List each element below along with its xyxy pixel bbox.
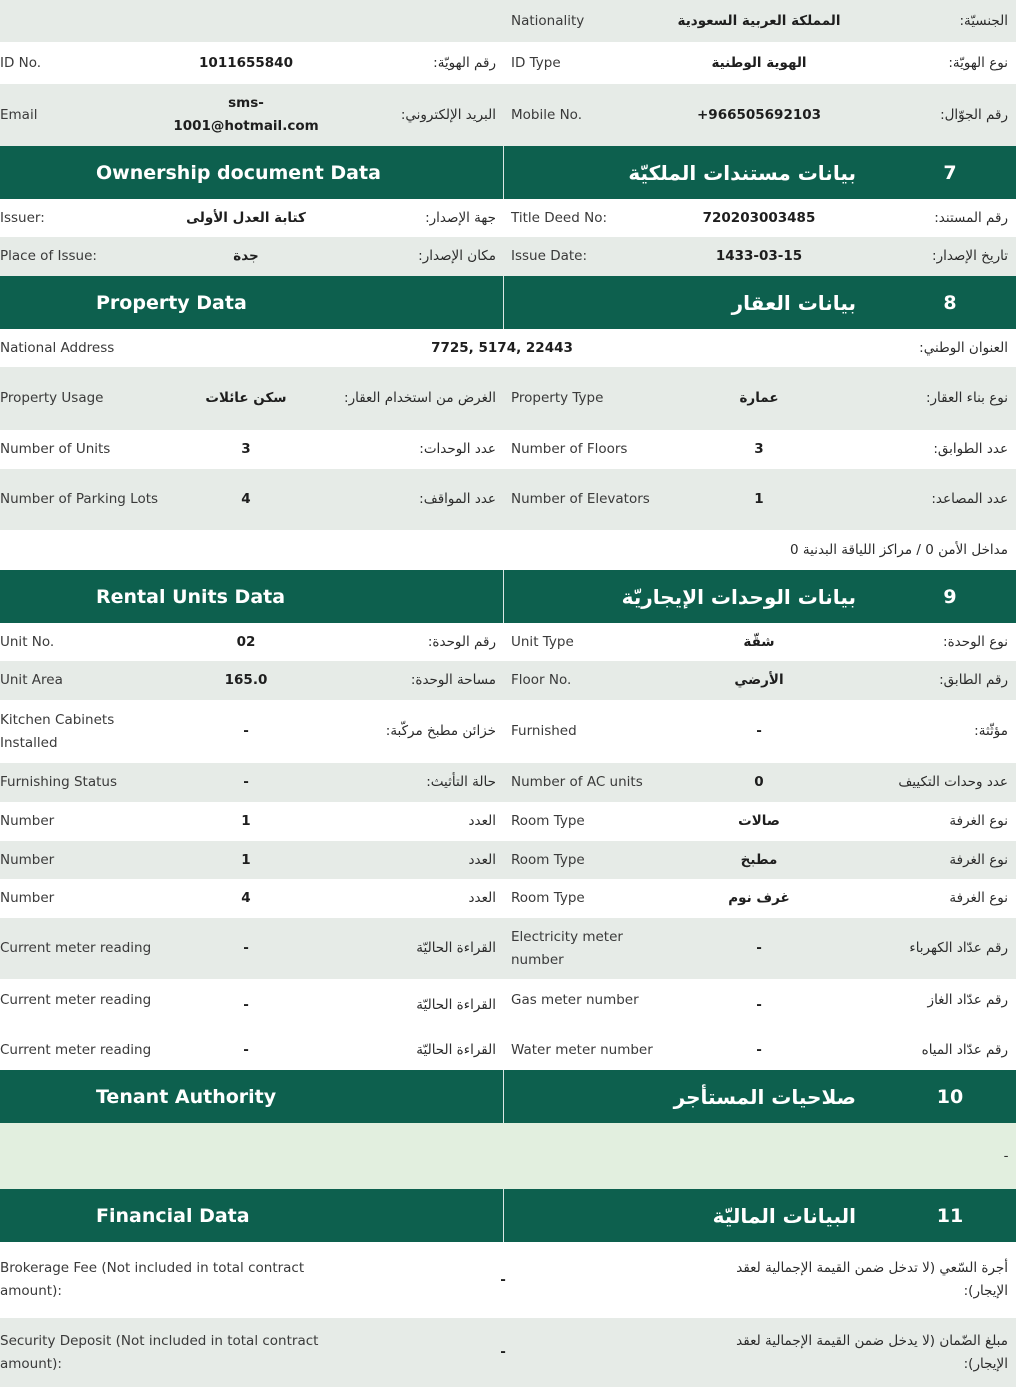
elevators-label-en: Number of Elevators xyxy=(511,491,650,507)
furnishing-label-ar: حالة التأثيث: xyxy=(426,774,496,790)
section-title-ar: صلاحيات المستأجر xyxy=(673,1084,856,1109)
room-count-label-en: Number xyxy=(0,851,55,868)
meter-reading-label-ar: القراءة الحاليّة xyxy=(416,1042,496,1058)
room-count-label-ar: العدد xyxy=(468,890,496,906)
meter-reading-label-en: Current meter reading xyxy=(0,1042,152,1058)
issuer-label-ar: جهة الإصدار: xyxy=(425,209,496,226)
section-title-en: Financial Data xyxy=(96,1204,250,1227)
header-divider xyxy=(503,1070,504,1123)
area-label-ar: مساحة الوحدة: xyxy=(410,672,496,688)
parking-elevators-row xyxy=(0,469,1016,530)
brokerage-label-en: Brokerage Fee (Not included in total contract amount): xyxy=(0,1260,305,1299)
deposit-label-en: Security Deposit (Not included in total contract amount): xyxy=(0,1332,319,1372)
units-label-en: Number of Units xyxy=(0,441,111,457)
amenities-note: مداخل الأمن 0 / مراكز اللياقة البدنية 0 xyxy=(790,541,1008,558)
address-label-en: National Address xyxy=(0,339,115,356)
unit-type-label-en: Unit Type xyxy=(511,633,574,650)
meter-row xyxy=(0,918,1016,979)
section-header-property xyxy=(0,276,1016,329)
place-label-ar: مكان الإصدار: xyxy=(418,248,496,264)
meter-reading-value: - xyxy=(243,940,249,956)
meter-number-value: - xyxy=(756,940,762,956)
kitchen-furnished-row xyxy=(0,700,1016,763)
meter-number-label-ar: رقم عدّاد المياه xyxy=(921,1042,1008,1058)
usage-value: سكن عائلات xyxy=(205,390,287,406)
section-title-ar: بيانات الوحدات الإيجاريّة xyxy=(621,584,856,609)
amenities-note-row xyxy=(0,530,1016,570)
room-row xyxy=(0,802,1016,841)
unit-type-label-ar: نوع الوحدة: xyxy=(943,633,1008,650)
brokerage-row xyxy=(0,1242,1016,1318)
issuer-label-en: Issuer: xyxy=(0,209,45,226)
date-value: 1433-03-15 xyxy=(715,248,803,264)
room-type-label-en: Room Type xyxy=(511,851,585,868)
section-title-en: Tenant Authority xyxy=(96,1085,277,1108)
section-title-ar: بيانات مستندات الملكيّة xyxy=(628,160,856,185)
meter-number-value: - xyxy=(756,1042,762,1058)
section-header-authority xyxy=(0,1070,1016,1123)
section-title-en: Ownership document Data xyxy=(96,161,381,184)
elevators-value: 1 xyxy=(754,491,764,507)
deed-value: 720203003485 xyxy=(702,209,816,226)
mobile-label-en: Mobile No. xyxy=(511,106,582,123)
meter-reading-label-en: Current meter reading xyxy=(0,991,152,1008)
authority-value: - xyxy=(1003,1147,1009,1164)
units-floors-row xyxy=(0,430,1016,469)
units-value: 3 xyxy=(241,441,251,457)
room-type-label-en: Room Type xyxy=(511,813,585,829)
room-type-label-ar: نوع الغرفة xyxy=(949,890,1008,906)
nationality-row xyxy=(0,0,1016,42)
room-count-value: 4 xyxy=(241,890,251,906)
floors-value: 3 xyxy=(754,441,764,457)
meter-number-label-ar: رقم عدّاد الغاز xyxy=(927,991,1008,1008)
property-type-label-en: Property Type xyxy=(511,390,604,406)
unit-no-label-ar: رقم الوحدة: xyxy=(427,633,496,650)
id-row xyxy=(0,42,1016,84)
header-divider xyxy=(503,276,504,329)
parking-label-ar: عدد المواقف: xyxy=(419,491,496,507)
meter-reading-value: - xyxy=(243,996,249,1013)
mobile-value: +966505692103 xyxy=(696,106,822,123)
issuer-value: كتابة العدل الأولى xyxy=(186,209,306,226)
meter-number-label-en: Gas meter number xyxy=(511,991,639,1008)
furnishing-value: - xyxy=(243,774,249,790)
usage-label-en: Property Usage xyxy=(0,390,104,406)
deed-label-en: Title Deed No: xyxy=(511,209,607,226)
meter-row xyxy=(0,979,1016,1031)
date-label-en: Issue Date: xyxy=(511,248,588,264)
unit-no-row xyxy=(0,623,1016,661)
deposit-row xyxy=(0,1318,1016,1387)
usage-type-row xyxy=(0,367,1016,430)
units-label-ar: عدد الوحدات: xyxy=(419,441,496,457)
room-count-label-en: Number xyxy=(0,813,55,829)
kitchen-value: - xyxy=(243,723,249,739)
area-value: 165.0 xyxy=(224,672,268,688)
email-label-ar: البريد الإلكتروني: xyxy=(400,106,496,123)
meter-number-label-en: Electricity meter number xyxy=(511,928,623,968)
furnishing-label-en: Furnishing Status xyxy=(0,774,117,790)
parking-value: 4 xyxy=(241,491,251,507)
room-type-label-ar: نوع الغرفة xyxy=(949,813,1008,829)
room-count-value: 1 xyxy=(241,813,251,829)
address-label-ar: العنوان الوطني: xyxy=(919,339,1008,356)
floor-value: الأرضي xyxy=(734,672,784,688)
section-number: 8 xyxy=(943,291,957,314)
nationality-value: المملكة العربية السعودية xyxy=(677,12,841,29)
room-type-label-ar: نوع الغرفة xyxy=(949,851,1008,868)
usage-label-ar: الغرض من استخدام العقار: xyxy=(344,390,496,406)
id-no-label-en: ID No. xyxy=(0,54,42,71)
brokerage-label-ar: أجرة السّعي (لا تدخل ضمن القيمة الإجمالية لعقد الإيجار): xyxy=(736,1260,1008,1299)
room-type-value: غرف نوم xyxy=(728,890,790,906)
room-row xyxy=(0,879,1016,918)
floor-label-en: Floor No. xyxy=(511,672,572,688)
date-label-ar: تاريخ الإصدار: xyxy=(932,248,1008,264)
deposit-label-ar: مبلغ الضّمان (لا يدخل ضمن القيمة الإجمالية لعقد الإيجار): xyxy=(736,1332,1008,1372)
floor-label-ar: رقم الطابق: xyxy=(939,672,1008,688)
id-no-label-ar: رقم الهويّة: xyxy=(433,54,496,71)
room-count-label-en: Number xyxy=(0,890,55,906)
floors-label-ar: عدد الطوابق: xyxy=(933,441,1008,457)
issuer-row xyxy=(0,199,1016,237)
ac-value: 0 xyxy=(754,774,764,790)
floors-label-en: Number of Floors xyxy=(511,441,628,457)
area-label-en: Unit Area xyxy=(0,672,63,688)
section-number: 9 xyxy=(943,585,957,608)
header-divider xyxy=(503,1189,504,1242)
section-title-ar: البيانات الماليّة xyxy=(712,1203,856,1228)
section-header-rental xyxy=(0,570,1016,623)
place-date-row xyxy=(0,237,1016,276)
elevators-label-ar: عدد المصاعد: xyxy=(931,491,1008,507)
email-label-en: Email xyxy=(0,106,38,123)
meter-number-value: - xyxy=(756,996,762,1013)
kitchen-label-en: Kitchen Cabinets Installed xyxy=(0,711,115,751)
meter-number-label-en: Water meter number xyxy=(511,1042,653,1058)
section-title-en: Rental Units Data xyxy=(96,585,286,608)
address-row xyxy=(0,329,1016,367)
nationality-label-en: Nationality xyxy=(511,12,585,29)
room-row xyxy=(0,841,1016,879)
furnished-label-en: Furnished xyxy=(511,723,577,739)
place-label-en: Place of Issue: xyxy=(0,248,97,264)
ac-label-en: Number of AC units xyxy=(511,774,643,790)
room-type-label-en: Room Type xyxy=(511,890,585,906)
ac-label-ar: عدد وحدات التكييف xyxy=(898,774,1008,790)
id-type-label-ar: نوع الهويّة: xyxy=(948,54,1008,71)
meter-number-label-ar: رقم عدّاد الكهرباء xyxy=(909,940,1008,956)
area-floor-row xyxy=(0,661,1016,700)
meter-row xyxy=(0,1031,1016,1070)
address-value: 7725, 5174, 22443 xyxy=(431,339,573,356)
property-type-label-ar: نوع بناء العقار: xyxy=(925,390,1008,406)
mobile-label-ar: رقم الجوّال: xyxy=(940,106,1008,123)
meter-reading-value: - xyxy=(243,1042,249,1058)
meter-reading-label-ar: القراءة الحاليّة xyxy=(416,940,496,956)
room-count-value: 1 xyxy=(241,851,251,868)
section-header-financial xyxy=(0,1189,1016,1242)
unit-no-value: 02 xyxy=(236,633,256,650)
place-value: جدة xyxy=(233,248,259,264)
unit-type-value: شقّة xyxy=(743,633,775,650)
room-type-value: مطبخ xyxy=(740,851,778,868)
brokerage-value: - xyxy=(500,1271,506,1288)
email-value: sms-1001@hotmail.com xyxy=(173,95,319,134)
parking-label-en: Number of Parking Lots xyxy=(0,491,159,507)
section-title-en: Property Data xyxy=(96,291,247,314)
header-divider xyxy=(503,146,504,199)
furnishing-ac-row xyxy=(0,763,1016,802)
section-header-ownership xyxy=(0,146,1016,199)
furnished-label-ar: مؤثّثة: xyxy=(974,723,1008,739)
section-number: 7 xyxy=(943,161,957,184)
contact-row xyxy=(0,84,1016,146)
header-divider xyxy=(503,570,504,623)
authority-row xyxy=(0,1123,1016,1189)
id-type-value: الهوية الوطنية xyxy=(711,54,807,71)
meter-reading-label-ar: القراءة الحاليّة xyxy=(416,996,496,1013)
deed-label-ar: رقم المستند: xyxy=(934,209,1008,226)
room-type-value: صالات xyxy=(738,813,780,829)
nationality-label-ar: الجنسيّة: xyxy=(959,12,1008,29)
section-number: 10 xyxy=(936,1085,964,1108)
id-type-label-en: ID Type xyxy=(511,54,561,71)
property-type-value: عمارة xyxy=(739,390,779,406)
room-count-label-ar: العدد xyxy=(468,813,496,829)
deposit-value: - xyxy=(500,1344,506,1360)
section-number: 11 xyxy=(936,1204,964,1227)
furnished-value: - xyxy=(756,723,762,739)
unit-no-label-en: Unit No. xyxy=(0,633,55,650)
meter-reading-label-en: Current meter reading xyxy=(0,940,152,956)
section-title-ar: بيانات العقار xyxy=(731,290,856,315)
id-no-value: 1011655840 xyxy=(199,54,293,71)
room-count-label-ar: العدد xyxy=(468,851,496,868)
kitchen-label-ar: خزائن مطبخ مركّبة: xyxy=(385,723,496,739)
